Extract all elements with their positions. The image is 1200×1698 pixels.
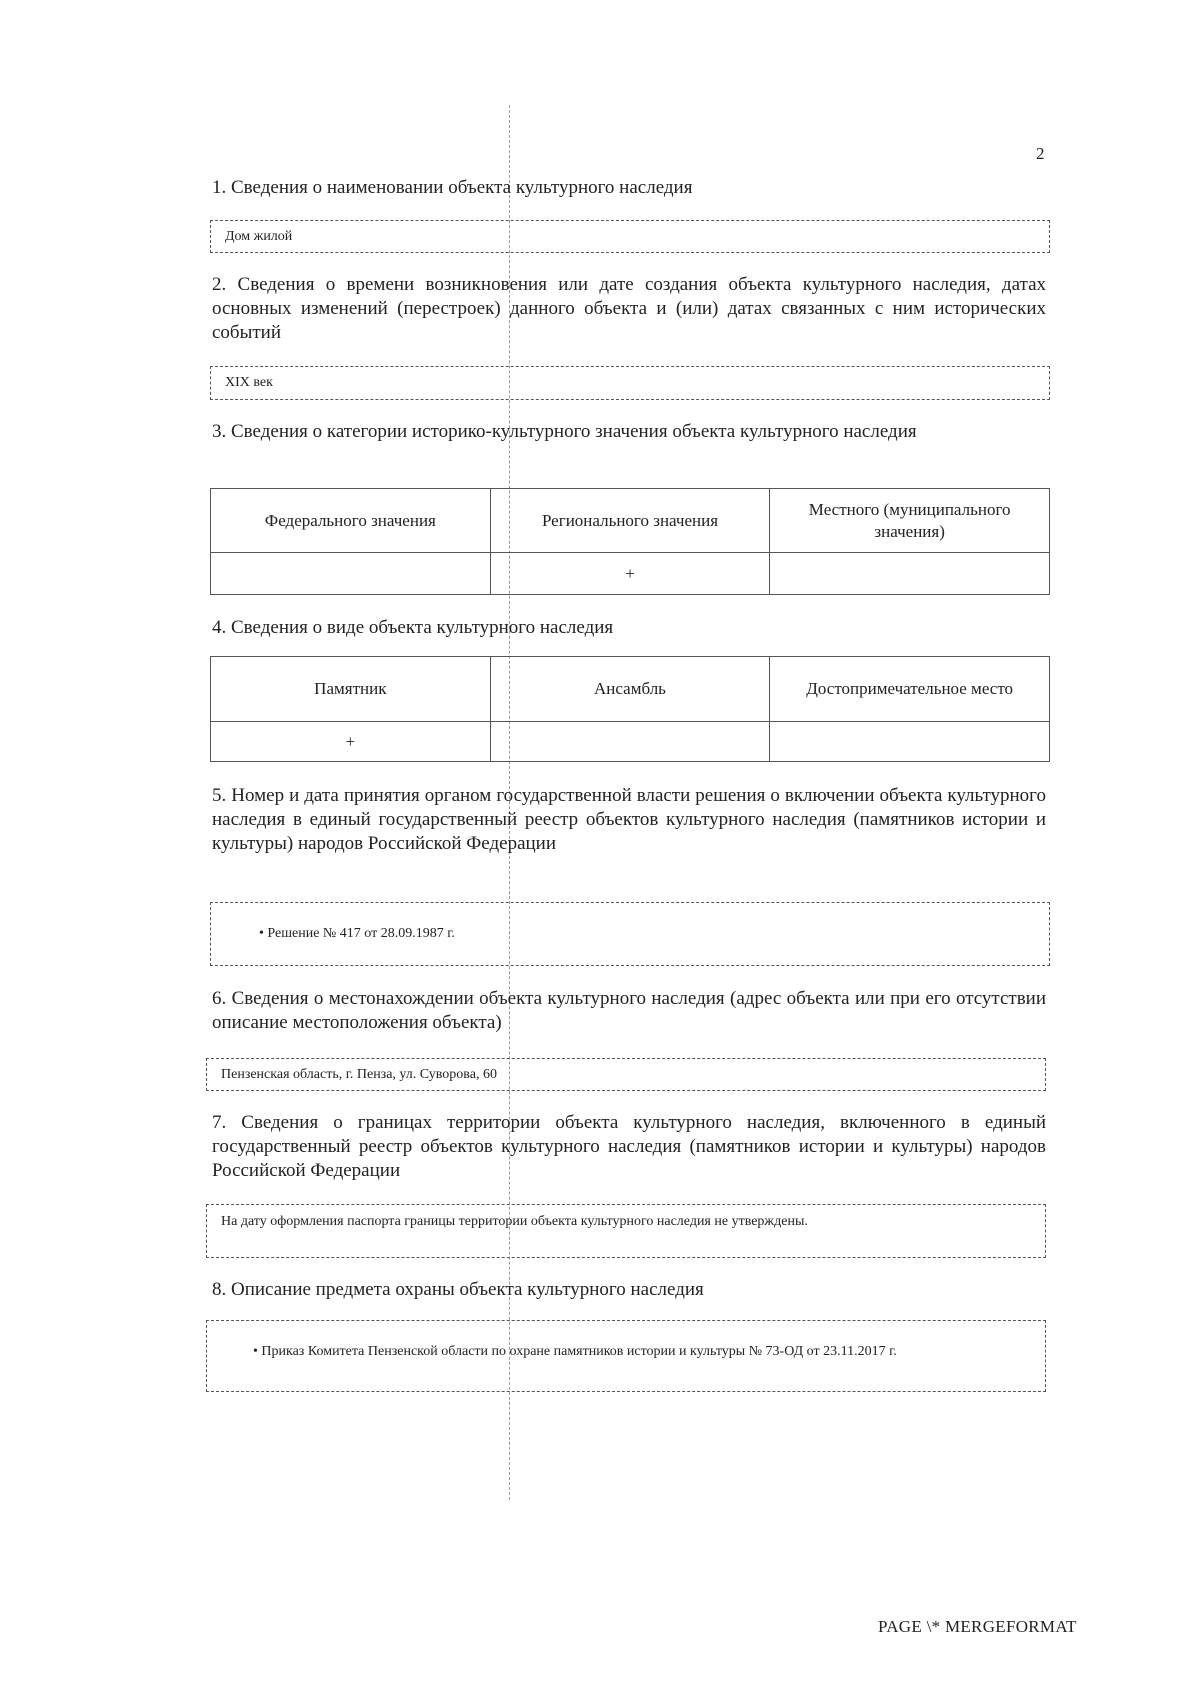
category-col-federal: Федерального значения [211, 489, 491, 553]
section-3-heading: 3. Сведения о категории историко-культурного значения объекта культурного наследия [212, 421, 917, 442]
section-8-value: • Приказ Комитета Пензенской области по охране памятников истории и культуры № 73-ОД от 23.11.2017 г. [253, 1344, 897, 1359]
type-col-monument: Памятник [211, 657, 491, 722]
section-2-box [210, 366, 1050, 400]
category-col-regional: Регионального значения [490, 489, 770, 553]
section-1-value: Дом жилой [225, 228, 293, 244]
section-2-heading: 2. Сведения о времени возникновения или дате создания объекта культурного наследия, датах основных изменений (перестроек) данного объекта и (или) датах связанных с ним исторических событий [212, 274, 1046, 343]
section-1-heading: 1. Сведения о наименовании объекта культурного наследия [212, 177, 693, 198]
section-7-heading: 7. Сведения о границах территории объекта культурного наследия, включенного в единый государственный реестр объектов культурного наследия (памятников истории и культуры) народов Российской Федерации [212, 1112, 1046, 1181]
category-mark-federal [211, 553, 491, 595]
type-table [210, 656, 1050, 762]
type-mark-landmark [770, 722, 1050, 762]
section-6-value: Пензенская область, г. Пенза, ул. Суворова, 60 [221, 1066, 497, 1082]
section-8-box [206, 1320, 1046, 1392]
category-mark-local [770, 553, 1050, 595]
section-7-box [206, 1204, 1046, 1258]
type-mark-monument: + [211, 722, 491, 762]
section-6-box [206, 1058, 1046, 1091]
section-8-heading: 8. Описание предмета охраны объекта культурного наследия [212, 1279, 704, 1300]
type-mark-ensemble [490, 722, 770, 762]
section-5-heading: 5. Номер и дата принятия органом государственной власти решения о включении объекта культурного наследия в единый государственный реестр объектов культурного наследия (памятников истории и культуры) народов Российской Федерации [212, 785, 1046, 854]
type-col-ensemble: Ансамбль [490, 657, 770, 722]
category-table [210, 488, 1050, 595]
section-7-value: На дату оформления паспорта границы территории объекта культурного наследия не утверждены. [221, 1214, 808, 1229]
type-col-landmark: Достопримечательное место [770, 657, 1050, 722]
section-1-box [210, 220, 1050, 253]
page-number: 2 [1036, 144, 1045, 163]
section-2-value: XIX век [225, 375, 273, 390]
section-5-value: • Решение № 417 от 28.09.1987 г. [259, 926, 455, 941]
section-5-box [210, 902, 1050, 966]
category-col-local: Местного (муниципального значения) [770, 489, 1050, 553]
page-footer: PAGE \* MERGEFORMAT [878, 1617, 1077, 1636]
category-mark-regional: + [490, 553, 770, 595]
section-6-heading: 6. Сведения о местонахождении объекта культурного наследия (адрес объекта или при его отсутствии описание местоположения объекта) [212, 988, 1046, 1033]
section-4-heading: 4. Сведения о виде объекта культурного наследия [212, 617, 614, 638]
